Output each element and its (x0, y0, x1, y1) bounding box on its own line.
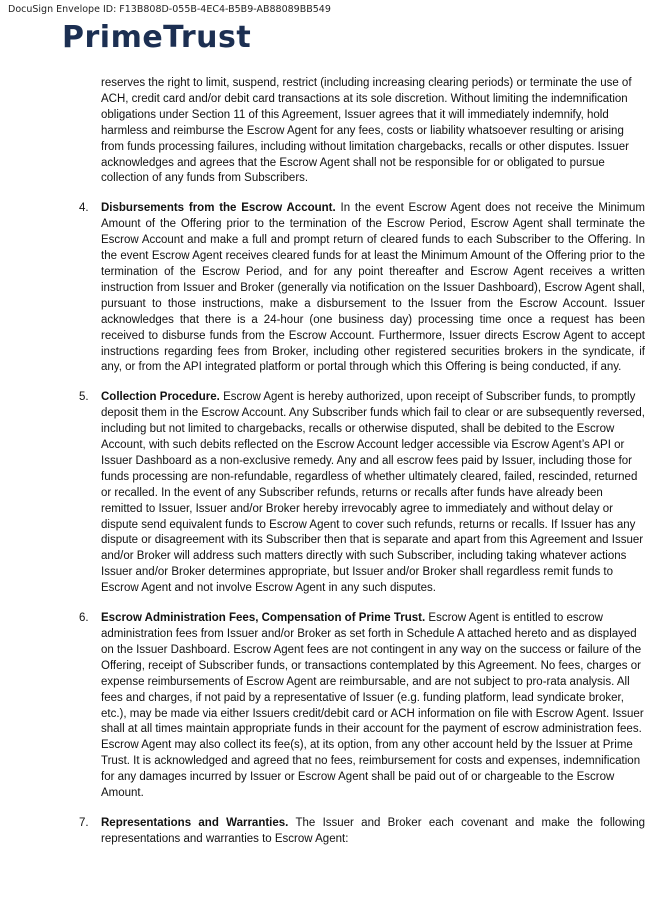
intro-paragraph: reserves the right to limit, suspend, restrict (including increasing clearing periods) or terminate the use of ACH, credit card and/or debit card transactions at its sole discretion. Without limiting the indemnification obligations under Section 11 of this Agreement, Issuer agrees that it will immediately indemnify, hold harmless and reimburse the Escrow Agent for any fees, costs or liability whatsoever resulting or arising from funds processing failures, including without limitation chargebacks, recalls or other disputes. Issuer acknowledges and agrees that the Escrow Agent shall not be responsible for or obligated to pursue collection of any funds from Subscribers. (101, 77, 632, 185)
section-body: The Issuer and Broker each covenant and make the following representations and warranties to Escrow Agent: (101, 816, 645, 845)
document-body (79, 76, 646, 848)
section-body: Escrow Agent is hereby authorized, upon receipt of Subscriber funds, to promptly deposit them in the Escrow Account. Any Subscriber funds which fail to clear or are subsequently reversed, including but not limited to chargebacks, recalls or otherwise disputed, shall be debited to the Escrow Account, with such debits reflected on the Escrow Account ledger accessible via Escrow Agent’s API or Issuer Dashboard as a non-exclusive remedy. Any and all escrow fees paid by Issuer, including those for funds processing are non-refundable, regardless of whether ultimately cleared, failed, rescinded, returned or recalled. In the event of any Subscriber refunds, returns or recalls after funds have already been remitted to Issuer, Issuer and/or Broker hereby irrevocably agree to immediately and without delay or dispute send equivalent funds to Escrow Agent to cover such refunds, returns or recalls. If Issuer has any dispute or disagreement with its Subscriber then that is separate and apart from this Agreement and Issuer and/or Broker will address such matters directly with such Subscriber, including taking whatever actions Issuer and/or Broker determines appropriate, but Issuer and/or Broker shall regardless remit funds to Escrow Agent and not involve Escrow Agent in any such disputes. (101, 391, 645, 595)
section-body: Escrow Agent is entitled to escrow administration fees from Issuer and/or Broker as set forth in Schedule A attached hereto and as displayed on the Issuer Dashboard. Escrow Agent fees are not contingent in any way on the success or failure of the Offering, receipt of Subscriber funds, or transactions contemplated by this Agreement. No fees, charges or expense reimbursements of Escrow Agent are reimbursable, and are not subject to pro-rata analysis. All fees and charges, if not paid by a representative of Issuer (e.g. funding platform, lead syndicate broker, etc.), may be made via either Issuers credit/debit card or ACH information on file with Escrow Agent. Issuer shall at all times maintain appropriate funds in their account for the payment of escrow administration fees. Escrow Agent may also collect its fee(s), at its option, from any other account held by the Issuer at Prime Trust. It is acknowledged and agreed that no fees, reimbursement for costs and expenses, indemnification for any damages incurred by Issuer or Escrow Agent shall be paid out of or chargeable to the Escrow Amount. (101, 612, 644, 800)
section-number: 5. (79, 391, 89, 404)
section-7 (79, 816, 645, 848)
prime-trust-logo: PrimeTrust (62, 20, 252, 55)
docusign-envelope-id: DocuSign Envelope ID: F13B808D-055B-4EC4-B5B9-AB88089BB549 (8, 4, 331, 15)
section-title: Collection Procedure. (101, 391, 220, 404)
section-title: Disbursements from the Escrow Account. (101, 202, 336, 215)
section-number: 7. (79, 816, 89, 829)
section-body: In the event Escrow Agent does not receive the Minimum Amount of the Offering prior to the termination of the Escrow Period, Escrow Agent shall terminate the Escrow Account and make a full and prompt return of cleared funds to each Subscriber to the Offering. In the event Escrow Agent receives cleared funds for at least the Minimum Amount of the Offering prior to the termination of the Escrow Period, and for any point thereafter and Escrow Agent receives a written instruction from Issuer and Broker (generally via notification on the Issuer Dashboard), Escrow Agent shall, pursuant to those instructions, make a disbursement to the Issuer from the Escrow Account. Issuer acknowledges that there is a 24-hour (one business day) processing time once a request has been received to disburse funds from the Escrow Account. Furthermore, Issuer directs Escrow Agent to accept instructions regarding fees from Broker, including other registered securities brokers in the syndicate, if any, or from the API integrated platform or portal through which this Offering is being conducted, if any. (101, 202, 646, 374)
section-6 (79, 611, 645, 802)
section-4 (79, 201, 646, 376)
section-number: 6. (79, 612, 89, 625)
section-5 (79, 390, 645, 597)
section-number: 4. (79, 202, 89, 215)
section-title: Escrow Administration Fees, Compensation of Prime Trust. (101, 612, 426, 625)
section-title: Representations and Warranties. (101, 816, 289, 829)
